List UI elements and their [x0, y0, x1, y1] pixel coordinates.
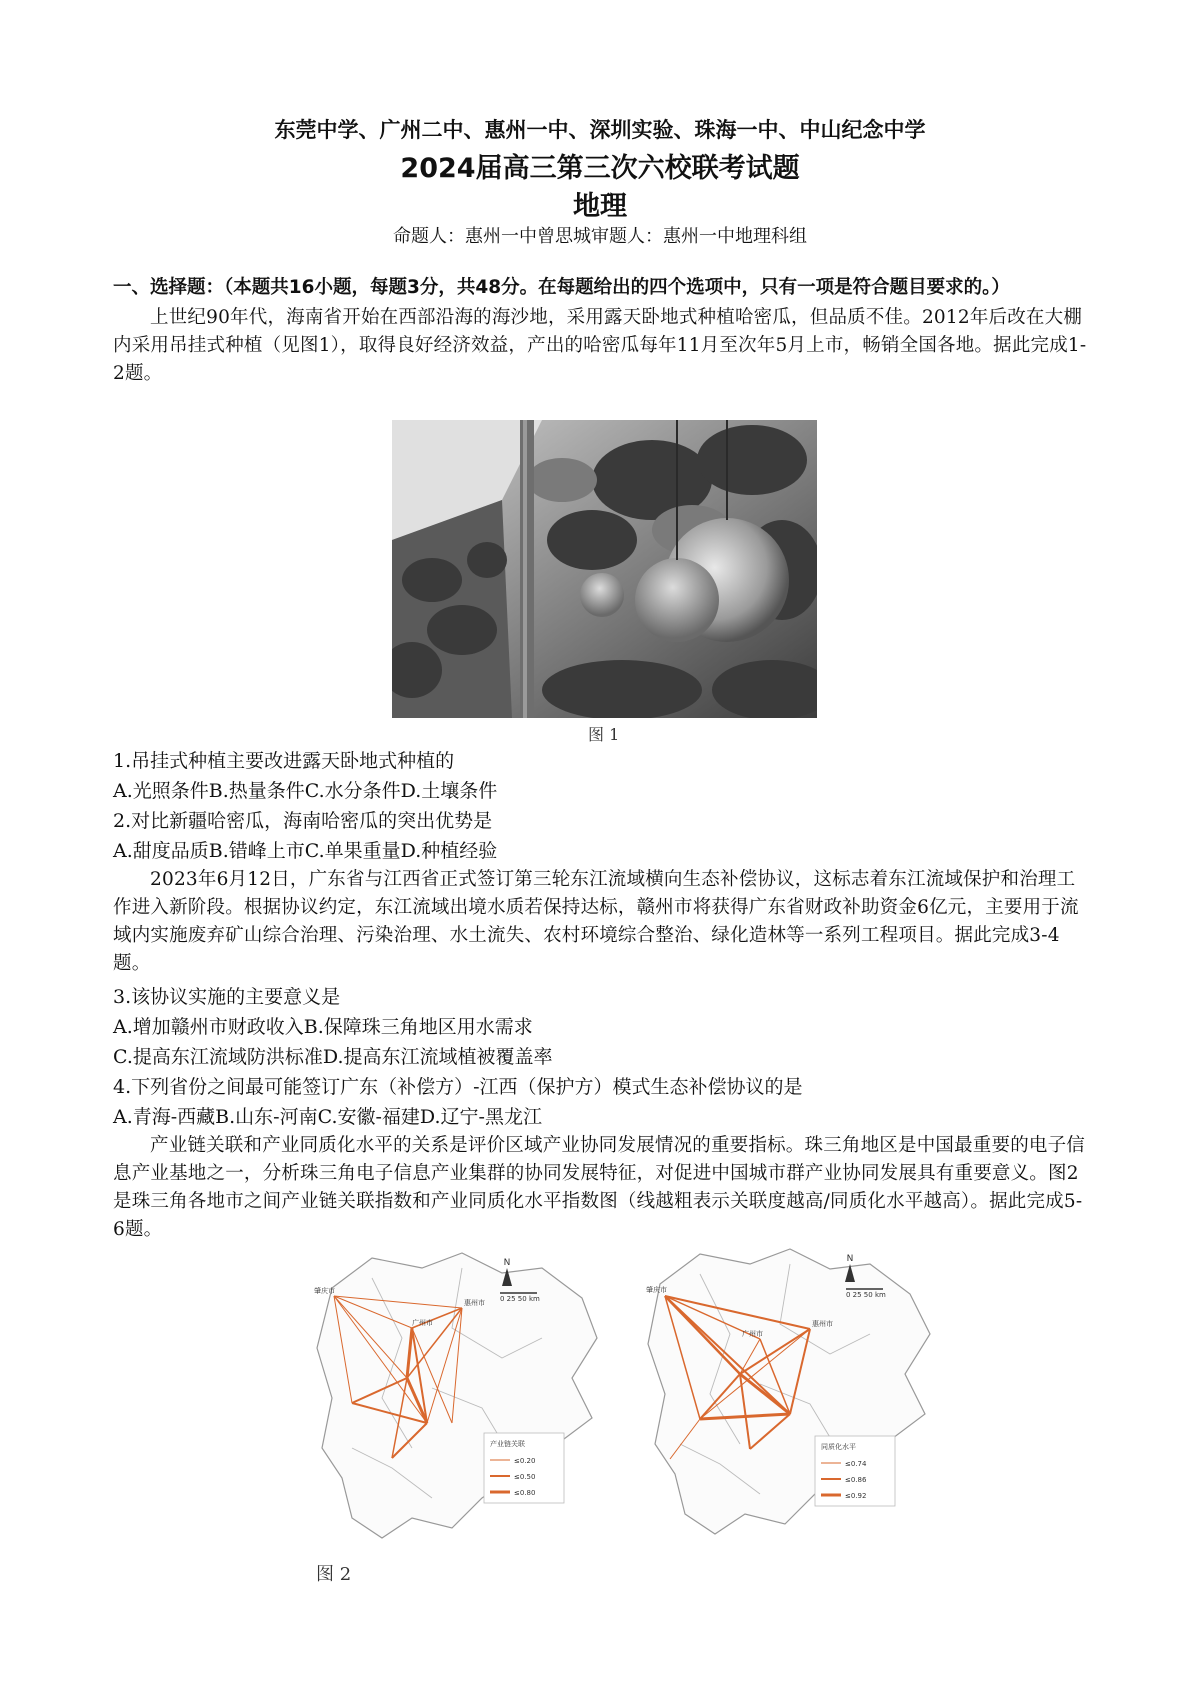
- legend-title: 同质化水平: [821, 1443, 856, 1451]
- city-label: 肇庆市: [646, 1286, 667, 1294]
- map-legend: [484, 1433, 564, 1503]
- subject-title: 地理: [573, 191, 627, 222]
- passage-2: 2023年6月12日，广东省与江西省正式签订第三轮东江流域横向生态补偿协议，这标志着东江流域保护和治理工作进入新阶段。根据协议约定，东江流域出境水质若保持达标，赣州市将获得广东省财政补助资金6亿元，主要用于流域内实施废弃矿山综合治理、污染治理、水土流失、农村环境综合整治、绿化造林等一系列工程项目。据此完成3-4题。: [113, 869, 1079, 974]
- figure-1-melon-photo: [392, 420, 817, 718]
- passage-1: 上世纪90年代，海南省开始在西部沿海的海沙地，采用露天卧地式种植哈密瓜，但品质不佳。2012年后改在大棚内采用吊挂式种植（见图1），取得良好经济效益，产出的哈密瓜每年11月至次年5月上市，畅销全国各地。据此完成1-2题。: [113, 307, 1087, 384]
- city-label: 广州市: [742, 1330, 763, 1338]
- question-1-options: A.光照条件B.热量条件C.水分条件D.土壤条件: [113, 780, 498, 802]
- figure-2-left-map: [312, 1248, 602, 1548]
- figure-1-caption: 图 1: [588, 725, 620, 744]
- legend-item: ≤0.50: [514, 1473, 536, 1481]
- school-list: 东莞中学、广州二中、惠州一中、深圳实验、珠海一中、中山纪念中学: [274, 118, 926, 142]
- authors-line: 命题人：惠州一中曾思城审题人：惠州一中地理科组: [393, 226, 807, 247]
- city-label: 广州市: [412, 1319, 433, 1327]
- question-2-options: A.甜度品质B.错峰上市C.单果重量D.种植经验: [113, 840, 498, 862]
- question-1-stem: 1.吊挂式种植主要改进露天卧地式种植的: [113, 750, 455, 772]
- exam-title: 2024届高三第三次六校联考试题: [400, 153, 800, 184]
- legend-item: ≤0.80: [514, 1489, 536, 1497]
- section-heading: 一、选择题：（本题共16小题，每题3分，共48分。在每题给出的四个选项中，只有一项是符合题目要求的。）: [113, 277, 1010, 298]
- figure-2-right-map: [640, 1244, 940, 1544]
- legend-item: ≤0.20: [514, 1457, 536, 1465]
- legend-title: 产业链关联: [490, 1440, 525, 1448]
- north-label: N: [846, 1254, 854, 1264]
- question-3-options-cd: C.提高东江流域防洪标准D.提高东江流域植被覆盖率: [113, 1046, 553, 1068]
- legend-item: ≤0.92: [845, 1492, 867, 1500]
- question-3-options-ab: A.增加赣州市财政收入B.保障珠三角地区用水需求: [113, 1016, 533, 1038]
- city-label: 惠州市: [464, 1299, 485, 1307]
- question-2-stem: 2.对比新疆哈密瓜，海南哈密瓜的突出优势是: [113, 810, 493, 832]
- scale-label: 0 25 50 km: [846, 1291, 886, 1299]
- scale-label: 0 25 50 km: [500, 1295, 540, 1303]
- question-4-options: A.青海-西藏B.山东-河南C.安徽-福建D.辽宁-黑龙江: [113, 1106, 542, 1128]
- question-3-stem: 3.该协议实施的主要意义是: [113, 986, 341, 1008]
- city-label: 惠州市: [812, 1320, 833, 1328]
- north-label: N: [503, 1258, 511, 1268]
- legend-item: ≤0.74: [845, 1460, 867, 1468]
- figure-2-caption: 图 2: [316, 1564, 352, 1585]
- question-4-stem: 4.下列省份之间最可能签订广东（补偿方）-江西（保护方）模式生态补偿协议的是: [113, 1076, 803, 1098]
- passage-3: 产业链关联和产业同质化水平的关系是评价区域产业协同发展情况的重要指标。珠三角地区是中国最重要的电子信息产业基地之一，分析珠三角电子信息产业集群的协同发展特征，对促进中国城市群产业协同发展具有重要意义。图2是珠三角各地市之间产业链关联指数和产业同质化水平指数图（线越粗表示关联度越高/同质化水平越高）。据此完成5-6题。: [113, 1135, 1086, 1240]
- legend-item: ≤0.86: [845, 1476, 867, 1484]
- city-label: 肇庆市: [314, 1287, 335, 1295]
- map-legend: [815, 1436, 895, 1506]
